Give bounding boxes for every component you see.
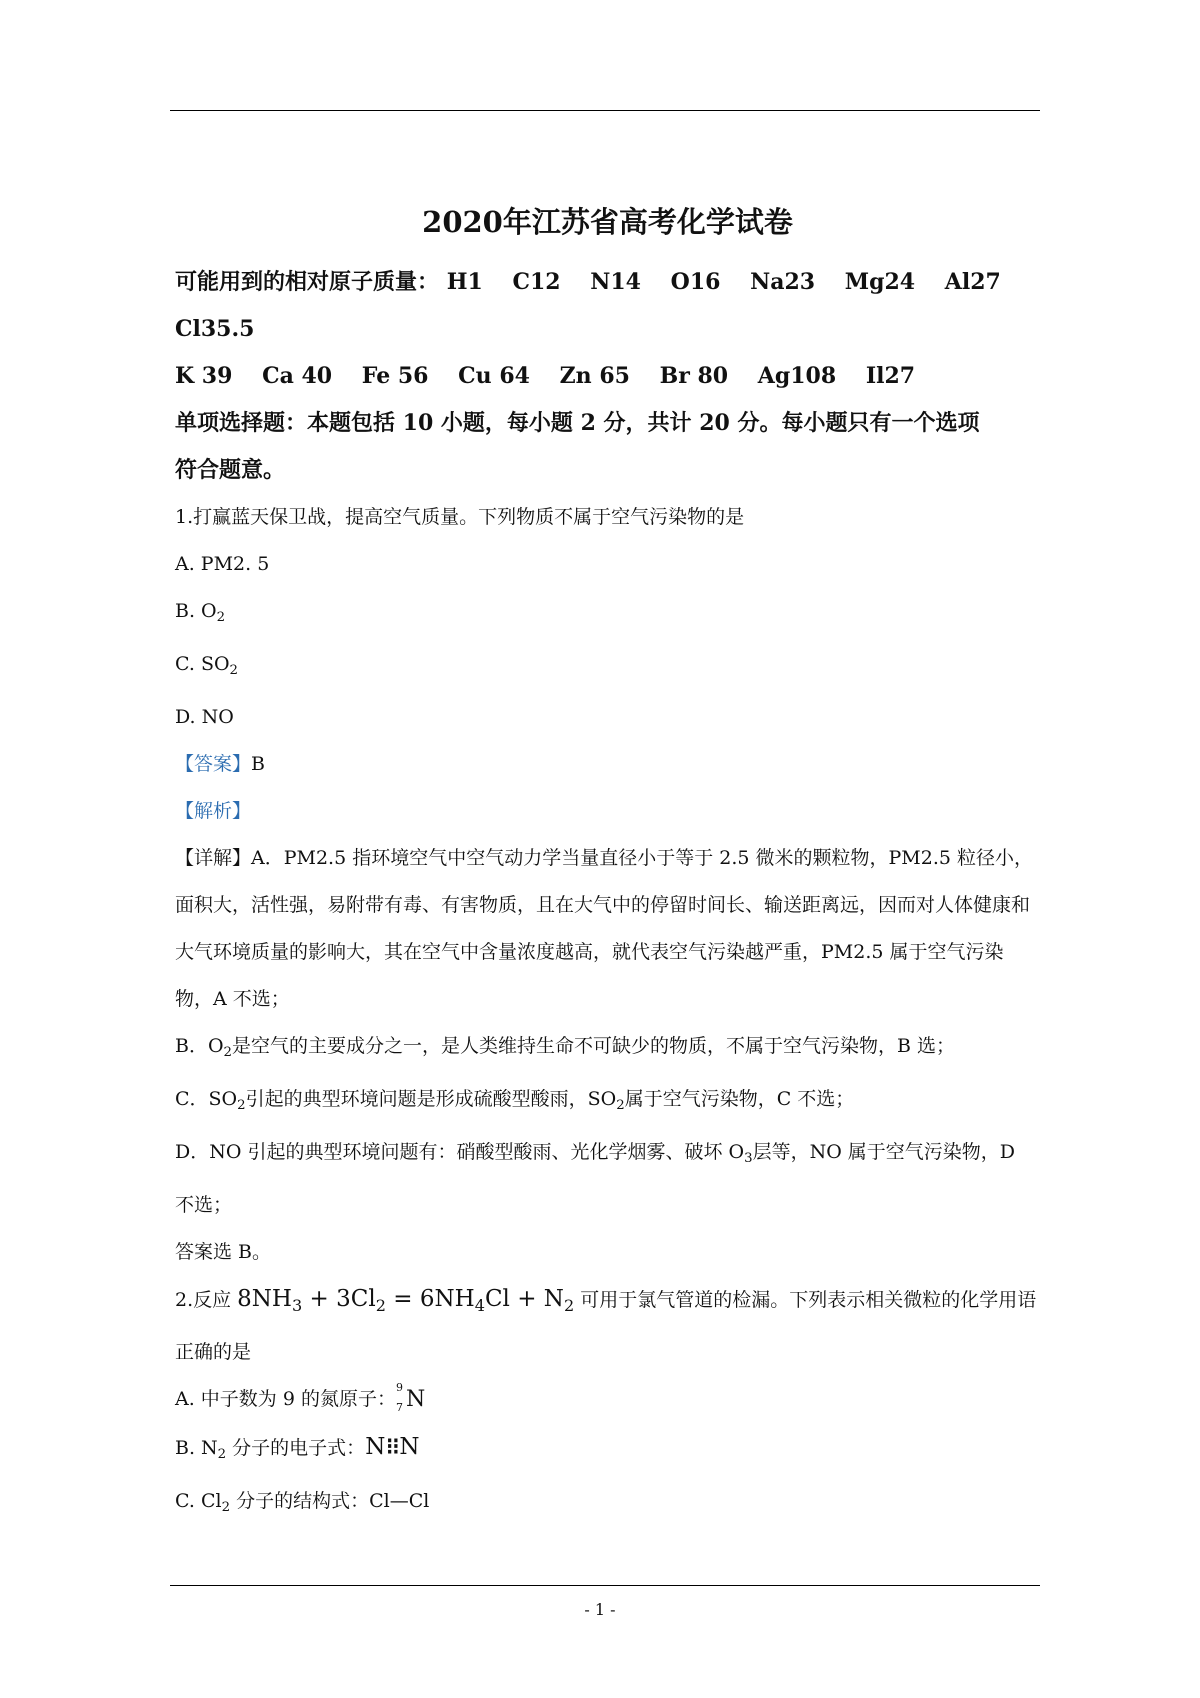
section-heading [175,400,1040,494]
reaction-equation [237,1285,575,1315]
text: A. 中子数为 9 的氮原子： [175,1387,396,1410]
text: 8NH [237,1285,292,1312]
text: 是空气的主要成分之一，是人类维持生命不可缺少的物质，不属于空气污染物，B 选； [232,1034,956,1057]
mass-fe: Fe 56 [361,363,429,389]
text: 层等，NO 属于空气污染物，D 不选； [175,1140,1016,1216]
q1-detail-c [175,1076,1040,1129]
atomic-number: 7 [395,1400,403,1414]
electron-formula [365,1434,419,1460]
text: C. Cl [175,1489,222,1512]
atomic-mass-row-2 [175,353,1040,400]
mass-br: Br 80 [659,363,729,389]
text: B．O [175,1034,224,1057]
structural-formula: Cl—Cl [369,1489,430,1512]
q1-detail-a: 【详解】A．PM2.5 指环境空气中空气动力学当量直径小于等于 2.5 微米的颗粒物，PM2.5 粒径小，面积大，活性强，易附带有毒、有害物质，且在大气中的停留时间长、输送距离远，因而对人体健康和大气环境质量的影响大，其在空气中含量浓度越高，就代表空气污染越严重，PM2.5 属于空气污染物，A 不选； [175,846,1034,1010]
subscript: 2 [375,1295,386,1315]
text: 分子的电子式： [226,1436,366,1459]
mass-h: H1 [446,269,483,295]
answer-tag: 【答案】 [175,752,252,775]
mass-mg: Mg24 [844,269,916,295]
text: = 6NH [385,1285,475,1312]
subscript: 2 [237,1097,246,1113]
mass-ca: Ca 40 [262,363,333,389]
mass-cu: Cu 64 [458,363,530,389]
q2-option-a [175,1376,1040,1423]
subscript: 2 [223,1044,233,1060]
q1-option-b [175,588,1040,641]
atomic-mass-row-1 [175,259,1040,353]
mass-number: 9 [395,1380,403,1394]
q2-option-b [175,1423,1040,1478]
q1-option-b-text: B. O [175,600,217,622]
subscript: 4 [474,1295,485,1315]
q1-detail-b [175,1023,1040,1076]
text: 分子的结构式： [230,1489,370,1512]
text: 2.反应 [175,1288,238,1311]
mass-ag: Ag108 [757,363,837,389]
mass-al: Al27 [944,269,1001,295]
header-rule [170,110,1040,111]
mass-zn: Zn 65 [559,363,630,389]
text: Cl + N [484,1285,564,1312]
footer-rule [170,1585,1040,1586]
q1-option-d: D. NO [175,705,234,728]
q1-conclusion: 答案选 B。 [175,1240,272,1263]
section-heading-line-1: 单项选择题：本题包括 10 小题，每小题 2 分，共计 20 分。每小题只有一个选项 [175,410,980,436]
text: 可用于氯气管道的检漏。下列表示相关微粒的化学用语 [574,1288,1037,1311]
text: C．SO [175,1087,238,1110]
document-body [175,200,1040,1531]
mass-n: N14 [590,269,641,295]
element-symbol: N [405,1386,426,1412]
text: N [399,1433,420,1460]
text: D．NO 引起的典型环境问题有：硝酸型酸雨、光化学烟雾、破坏 O [175,1140,745,1163]
q2-stem [175,1276,1040,1329]
subscript: 2 [216,609,226,625]
q1-option-c [175,641,1040,694]
subscript: 2 [229,662,239,678]
q2-stem-line-2: 正确的是 [175,1340,252,1363]
mass-o: O16 [670,269,721,295]
subscript: 3 [292,1295,303,1315]
subscript: 2 [217,1446,227,1462]
q1-analysis [175,788,1040,835]
electron-dots: ⁝⁝ [386,1432,399,1460]
q1-option-c-text: C. SO [175,652,230,675]
mass-i: Il27 [865,363,916,389]
text: N [365,1433,386,1460]
mass-cl: Cl35.5 [175,316,255,342]
q1-stem: 1.打赢蓝天保卫战，提高空气质量。下列物质不属于空气污染物的是 [175,506,745,528]
subscript: 2 [221,1499,231,1515]
text: B. N [175,1436,218,1459]
text: 引起的典型环境问题是形成硫酸型酸雨，SO [245,1087,617,1110]
text: + 3Cl [302,1285,376,1312]
atomic-mass-label: 可能用到的相对原子质量： [175,269,440,295]
subscript: 2 [563,1295,575,1315]
mass-c: C12 [512,269,561,295]
q1-detail-d [175,1129,1040,1229]
q1-option-a: A. PM2. 5 [175,553,270,575]
mass-na: Na23 [750,269,816,295]
mass-k: K 39 [175,363,233,389]
text: 属于空气污染物，C 不选； [624,1087,855,1110]
section-heading-line-2: 符合题意。 [175,457,286,483]
analysis-tag: 【解析】 [175,799,252,822]
page-number: - 1 - [584,1600,616,1619]
answer-value: B [251,752,265,775]
subscript: 2 [616,1097,625,1113]
subscript: 3 [744,1150,753,1166]
nuclide-symbol [395,1380,426,1414]
q1-answer [175,741,1040,788]
q2-option-c [175,1478,1040,1531]
page-title: 2020年江苏省高考化学试卷 [422,205,793,239]
